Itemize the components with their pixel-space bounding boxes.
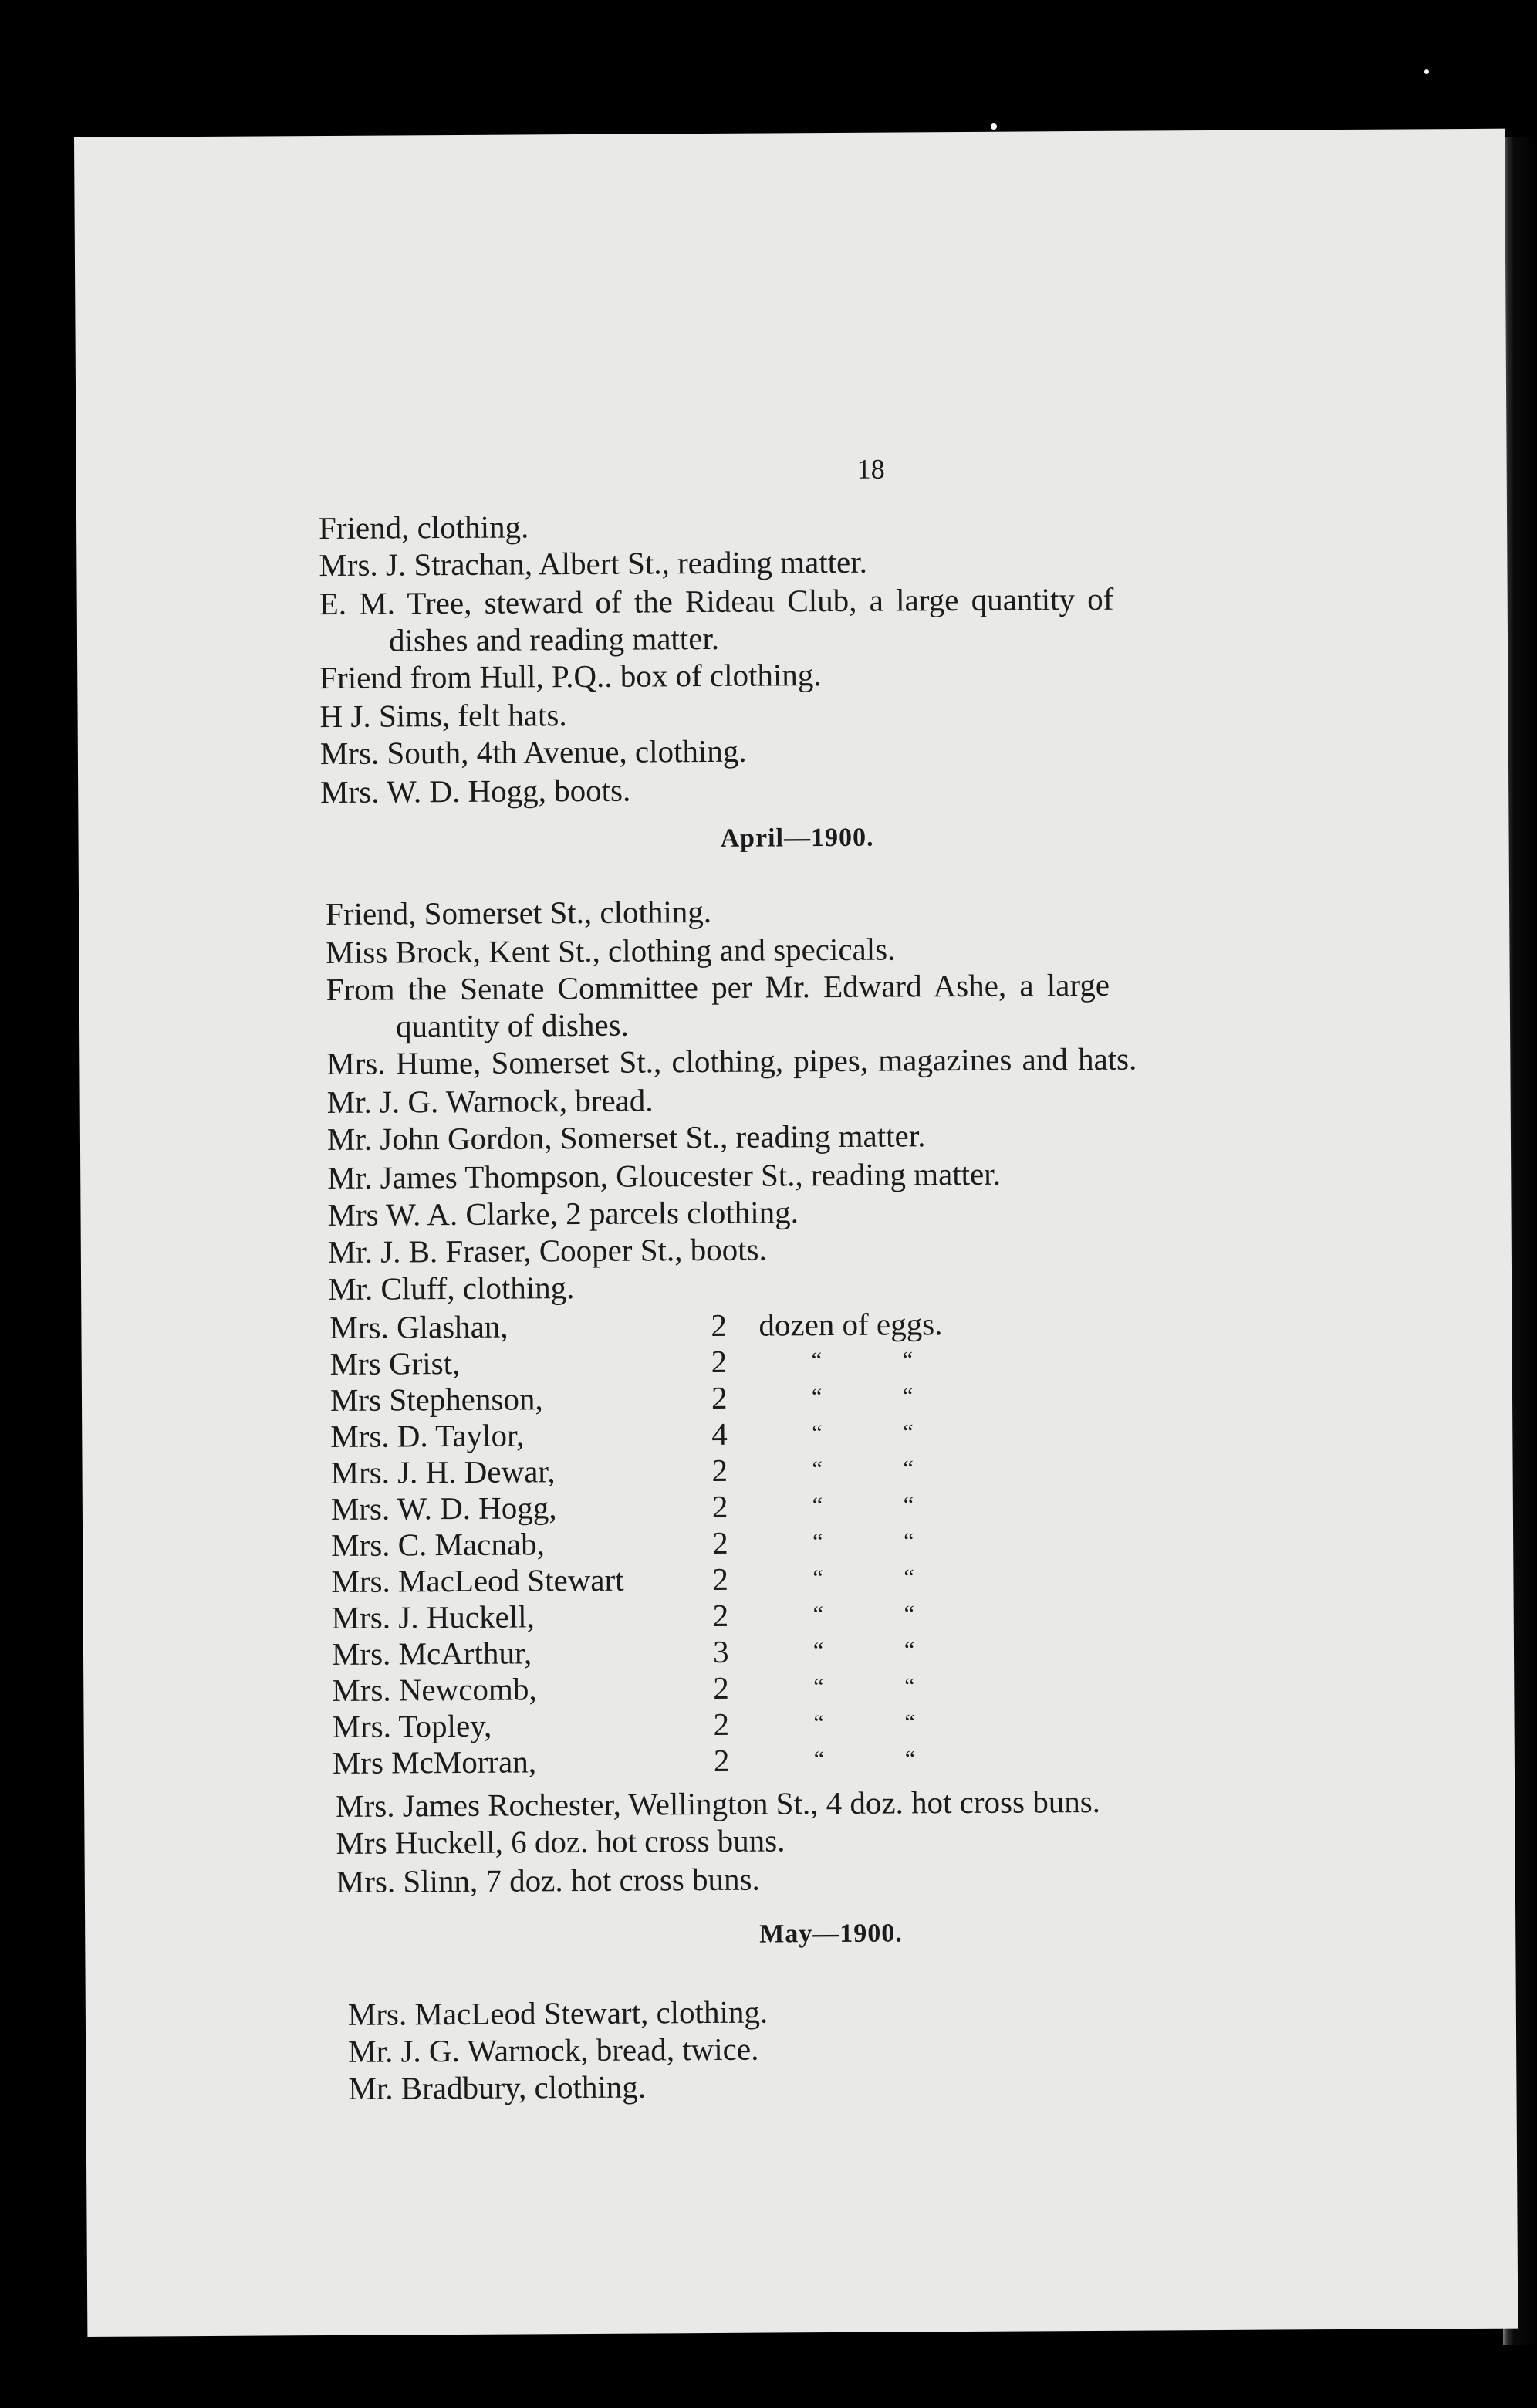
entry-line: Mr. Cluff, clothing. [327,1270,575,1307]
egg-count: 2 [713,1669,729,1706]
ditto-mark: “ [904,1637,915,1663]
table-row [331,1485,1180,1527]
donor-name: Mrs. D. Taylor, [330,1417,525,1455]
entry-line: Mrs. J. Strachan, Albert St., reading matter. [319,543,868,583]
scan-speck [1424,69,1429,74]
ditto-mark: “ [813,1747,825,1773]
entry-line: Mrs. Slinn, 7 doz. hot cross buns. [336,1861,760,1899]
item-description: dozen of eggs. [758,1306,943,1343]
egg-count: 2 [711,1452,728,1488]
entry-line: Mrs Huckell, 6 doz. hot cross buns. [336,1822,785,1861]
entry-line: Mrs. South, 4th Avenue, clothing. [319,732,747,772]
entry-line: Miss Brock, Kent St., clothing and specicals. [326,931,896,971]
ditto-mark: “ [812,1420,823,1446]
donor-name: Mrs McMorran, [332,1743,537,1781]
section-heading-may: May—1900. [759,1919,903,1949]
donor-name: Mrs. C. Macnab, [331,1526,546,1563]
egg-count: 2 [713,1706,730,1742]
donor-name: Mrs. Topley, [332,1707,492,1744]
eggs-table [329,1304,1181,1787]
table-row [332,1594,1181,1636]
egg-count: 2 [711,1488,728,1524]
donor-name: Mrs. J. Huckell, [331,1598,535,1635]
table-row [329,1304,1178,1346]
entry-line: Mr. J. G. Warnock, bread, twice. [348,2031,759,2069]
table-row [330,1412,1179,1455]
donor-name: Mrs. J. H. Dewar, [330,1453,556,1491]
ditto-mark: “ [903,1419,914,1446]
entry-line: Mr. John Gordon, Somerset St., reading matter. [326,1118,926,1158]
ditto-mark: “ [903,1492,914,1518]
donor-name: Mrs Grist, [329,1344,461,1382]
ditto-mark: “ [902,1383,914,1409]
ditto-mark: “ [812,1638,824,1664]
ditto-mark: “ [812,1565,823,1591]
donor-name: Mrs. Newcomb, [332,1671,537,1708]
entry-line: Mrs. W. D. Hogg, boots. [320,772,631,810]
table-row [330,1340,1179,1382]
ditto-mark: “ [811,1384,823,1410]
page-number: 18 [856,453,885,485]
entry-line: Mrs. Hume, Somerset St., clothing, pipes, magazines and hats. [326,1040,1137,1082]
table-row [330,1376,1179,1419]
egg-count: 4 [711,1415,728,1452]
egg-count: 2 [711,1524,728,1561]
egg-count: 2 [712,1597,729,1633]
ditto-mark: “ [813,1674,824,1700]
table-row [332,1630,1181,1672]
ditto-mark: “ [812,1456,823,1483]
ditto-mark: “ [812,1601,824,1628]
ditto-mark: “ [904,1746,916,1772]
entry-line: Mr. J. G. Warnock, bread. [326,1082,654,1121]
donor-name: Mrs. MacLeod Stewart [331,1561,624,1599]
egg-count: 2 [711,1379,728,1415]
entry-line: Mr. Bradbury, clothing. [348,2068,647,2106]
entry-line: Mrs W. A. Clarke, 2 parcels clothing. [327,1194,799,1233]
egg-count: 2 [711,1343,728,1379]
ditto-mark: “ [811,1348,823,1374]
entry-line: Friend from Hull, P.Q.. box of clothing. [319,657,822,696]
scan-speck [991,123,997,130]
donor-name: Mrs. McArthur, [331,1635,532,1672]
donor-name: Mrs. Glashan, [329,1308,508,1346]
ditto-mark: “ [904,1710,915,1736]
entry-line: Mr. J. B. Fraser, Cooper St., boots. [327,1231,767,1270]
ditto-mark: “ [813,1710,824,1737]
table-row [332,1703,1181,1745]
table-row [331,1521,1180,1564]
entry-line: Friend, clothing. [318,509,529,546]
book-page [74,129,1518,2337]
ditto-mark: “ [904,1564,914,1591]
entry-line: Mrs. MacLeod Stewart, clothing. [347,1994,768,2032]
table-row [330,1449,1179,1491]
entry-line: Mrs. James Rochester, Wellington St., 4 doz. hot cross buns. [336,1783,1101,1824]
section-heading-april: April—1900. [720,823,874,853]
donor-name: Mrs Stephenson, [329,1381,543,1419]
ditto-mark: “ [812,1493,823,1519]
table-row [331,1557,1180,1600]
ditto-mark: “ [904,1601,915,1627]
ditto-mark: “ [903,1456,914,1482]
entry-line: Mr. James Thompson, Gloucester St., reading matter. [327,1155,1002,1196]
ditto-mark: “ [902,1347,914,1373]
table-row [333,1739,1181,1781]
entry-line-continued: dishes and reading matter. [388,620,720,658]
ditto-mark: “ [904,1673,915,1699]
egg-count: 2 [712,1561,729,1597]
ditto-mark: “ [812,1529,823,1555]
ditto-mark: “ [904,1528,914,1554]
table-row [332,1666,1181,1709]
entry-line: Friend, Somerset St., clothing. [326,893,712,932]
entry-line: H J. Sims, felt hats. [319,697,567,735]
egg-count: 3 [712,1633,729,1669]
entry-line: E. M. Tree, steward of the Rideau Club, a large quantity of [319,580,1114,622]
egg-count: 2 [713,1742,730,1778]
egg-count: 2 [711,1307,728,1343]
entry-line-continued: quantity of dishes. [395,1006,629,1044]
entry-line: From the Senate Committee per Mr. Edward Ashe, a large [326,966,1110,1008]
donor-name: Mrs. W. D. Hogg, [330,1490,557,1527]
